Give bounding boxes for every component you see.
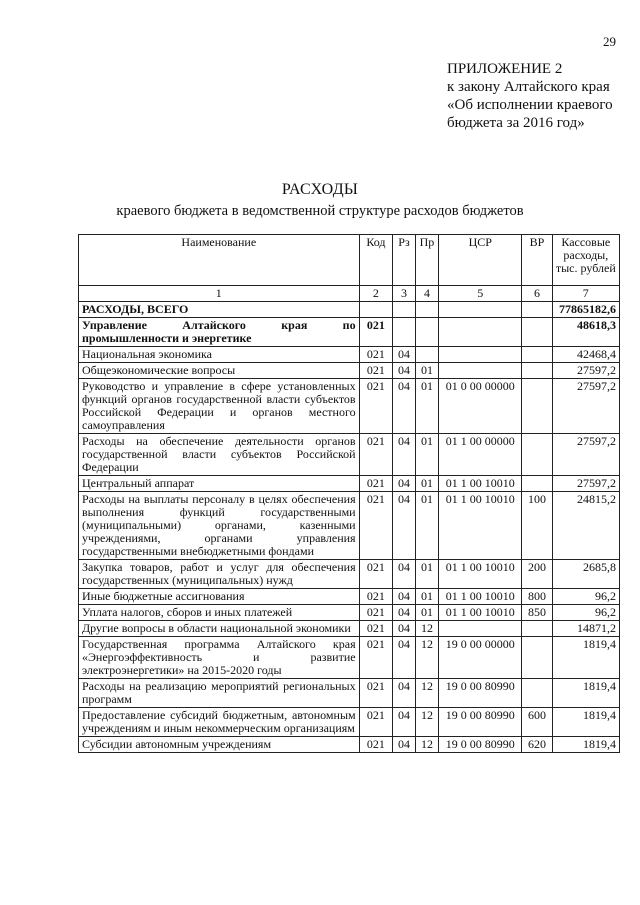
cell-csr: 19 0 00 80990 [439,679,522,708]
cell-csr [439,363,522,379]
table-row [79,708,620,737]
cell-pr: 01 [415,589,439,605]
cell-name: Центральный аппарат [79,476,360,492]
cell-code: 021 [359,737,393,753]
cell-pr: 12 [415,621,439,637]
column-number: 4 [415,286,439,302]
cell-vr [522,379,552,434]
table-row [79,379,620,434]
cell-sum: 1819,4 [552,737,619,753]
cell-pr: 01 [415,379,439,434]
cell-rz [393,302,415,318]
cell-rz: 04 [393,347,415,363]
cell-csr: 19 0 00 80990 [439,708,522,737]
cell-code: 021 [359,476,393,492]
cell-sum: 96,2 [552,589,619,605]
column-number: 7 [552,286,619,302]
appendix-line-3: «Об исполнении краевого [447,97,613,113]
cell-sum: 27597,2 [552,476,619,492]
cell-vr: 600 [522,708,552,737]
cell-sum: 1819,4 [552,708,619,737]
cell-csr: 01 1 00 10010 [439,476,522,492]
cell-pr: 12 [415,637,439,679]
header-csr: ЦСР [439,235,522,286]
cell-name: Субсидии автономным учреждениям [79,737,360,753]
table-row [79,589,620,605]
cell-pr [415,318,439,347]
cell-csr [439,621,522,637]
cell-sum: 27597,2 [552,434,619,476]
cell-vr [522,347,552,363]
cell-code: 021 [359,318,393,347]
cell-csr: 01 1 00 10010 [439,560,522,589]
table-row [79,679,620,708]
cell-name: Государственная программа Алтайского края «Энергоэффективность и развитие электроэнергетики» на 2015-2020 годы [79,637,360,679]
cell-pr: 12 [415,708,439,737]
cell-pr: 12 [415,737,439,753]
appendix-line-4: бюджета за 2016 год» [447,115,585,131]
cell-sum: 2685,8 [552,560,619,589]
cell-code: 021 [359,637,393,679]
cell-code: 021 [359,708,393,737]
cell-vr: 620 [522,737,552,753]
table-row [79,492,620,560]
cell-sum: 14871,2 [552,621,619,637]
cell-code: 021 [359,492,393,560]
header-name: Наименование [79,235,360,286]
cell-sum: 96,2 [552,605,619,621]
cell-pr: 01 [415,476,439,492]
cell-pr: 01 [415,605,439,621]
cell-csr: 01 0 00 00000 [439,379,522,434]
cell-name: Уплата налогов, сборов и иных платежей [79,605,360,621]
table-row [79,737,620,753]
cell-name: Другие вопросы в области национальной экономики [79,621,360,637]
cell-rz: 04 [393,379,415,434]
table-row [79,605,620,621]
cell-sum: 42468,4 [552,347,619,363]
expenditure-table [78,234,620,753]
cell-pr [415,302,439,318]
table-row [79,560,620,589]
header-code: Код [359,235,393,286]
cell-vr [522,318,552,347]
cell-name: Расходы на обеспечение деятельности органов государственной власти субъектов Российской Федерации [79,434,360,476]
cell-csr [439,302,522,318]
cell-name: Закупка товаров, работ и услуг для обеспечения государственных (муниципальных) нужд [79,560,360,589]
appendix-line-2: к закону Алтайского края [447,79,610,95]
cell-name: Управление Алтайского края по промышленности и энергетике [79,318,360,347]
cell-name: РАСХОДЫ, ВСЕГО [79,302,360,318]
document-subtitle: краевого бюджета в ведомственной структуре расходов бюджетов [116,203,524,219]
cell-rz [393,318,415,347]
cell-vr [522,363,552,379]
column-number: 5 [439,286,522,302]
column-number: 6 [522,286,552,302]
cell-name: Расходы на реализацию мероприятий региональных программ [79,679,360,708]
page-number: 29 [603,34,616,49]
cell-code [359,302,393,318]
column-number: 3 [393,286,415,302]
cell-code: 021 [359,589,393,605]
cell-csr: 01 1 00 10010 [439,492,522,560]
cell-code: 021 [359,434,393,476]
cell-code: 021 [359,605,393,621]
cell-code: 021 [359,621,393,637]
cell-rz: 04 [393,637,415,679]
cell-pr: 12 [415,679,439,708]
cell-vr [522,434,552,476]
appendix-block [447,60,613,132]
cell-rz: 04 [393,737,415,753]
cell-sum: 27597,2 [552,379,619,434]
cell-rz: 04 [393,708,415,737]
cell-vr [522,621,552,637]
cell-pr: 01 [415,434,439,476]
cell-rz: 04 [393,605,415,621]
cell-pr: 01 [415,492,439,560]
cell-code: 021 [359,363,393,379]
cell-pr [415,347,439,363]
cell-rz: 04 [393,363,415,379]
cell-pr: 01 [415,560,439,589]
header-pr: Пр [415,235,439,286]
cell-vr [522,476,552,492]
cell-vr: 100 [522,492,552,560]
cell-csr: 01 1 00 00000 [439,434,522,476]
table-row [79,363,620,379]
table-row [79,434,620,476]
cell-name: Национальная экономика [79,347,360,363]
cell-sum: 48618,3 [552,318,619,347]
cell-csr: 01 1 00 10010 [439,605,522,621]
cell-code: 021 [359,679,393,708]
cell-vr: 850 [522,605,552,621]
cell-rz: 04 [393,476,415,492]
table-row [79,637,620,679]
cell-name: Руководство и управление в сфере установленных функций органов государственной власти субъектов Российской Федерации и органов местного самоуправления [79,379,360,434]
cell-vr [522,679,552,708]
cell-pr: 01 [415,363,439,379]
table-row [79,318,620,347]
table-body [79,286,620,753]
cell-rz: 04 [393,492,415,560]
header-rz: Рз [393,235,415,286]
column-number-row [79,286,620,302]
cell-sum: 24815,2 [552,492,619,560]
cell-csr: 19 0 00 80990 [439,737,522,753]
cell-csr: 01 1 00 10010 [439,589,522,605]
cell-sum: 77865182,6 [552,302,619,318]
cell-rz: 04 [393,434,415,476]
appendix-line-1: ПРИЛОЖЕНИЕ 2 [447,61,563,77]
document-title: РАСХОДЫ [281,181,359,198]
cell-sum: 1819,4 [552,637,619,679]
cell-vr [522,302,552,318]
cell-code: 021 [359,347,393,363]
cell-csr: 19 0 00 00000 [439,637,522,679]
table-header-row [79,235,620,286]
table-row [79,621,620,637]
cell-name: Расходы на выплаты персоналу в целях обеспечения выполнения функций государственными (муниципальными) органами, казенными учреждениями, органами управления государственными внебюджетными фондами [79,492,360,560]
column-number: 2 [359,286,393,302]
header-sum: Кассовые расходы, тыс. рублей [552,235,619,286]
cell-name: Общеэкономические вопросы [79,363,360,379]
table-row [79,476,620,492]
header-vr: ВР [522,235,552,286]
cell-csr [439,347,522,363]
cell-name: Иные бюджетные ассигнования [79,589,360,605]
cell-code: 021 [359,379,393,434]
cell-csr [439,318,522,347]
cell-rz: 04 [393,560,415,589]
cell-vr: 200 [522,560,552,589]
cell-sum: 27597,2 [552,363,619,379]
cell-rz: 04 [393,589,415,605]
cell-vr: 800 [522,589,552,605]
cell-rz: 04 [393,621,415,637]
cell-rz: 04 [393,679,415,708]
cell-vr [522,637,552,679]
cell-code: 021 [359,560,393,589]
cell-name: Предоставление субсидий бюджетным, автономным учреждениям и иным некоммерческим организациям [79,708,360,737]
table-row [79,302,620,318]
column-number: 1 [79,286,360,302]
cell-sum: 1819,4 [552,679,619,708]
table-row [79,347,620,363]
